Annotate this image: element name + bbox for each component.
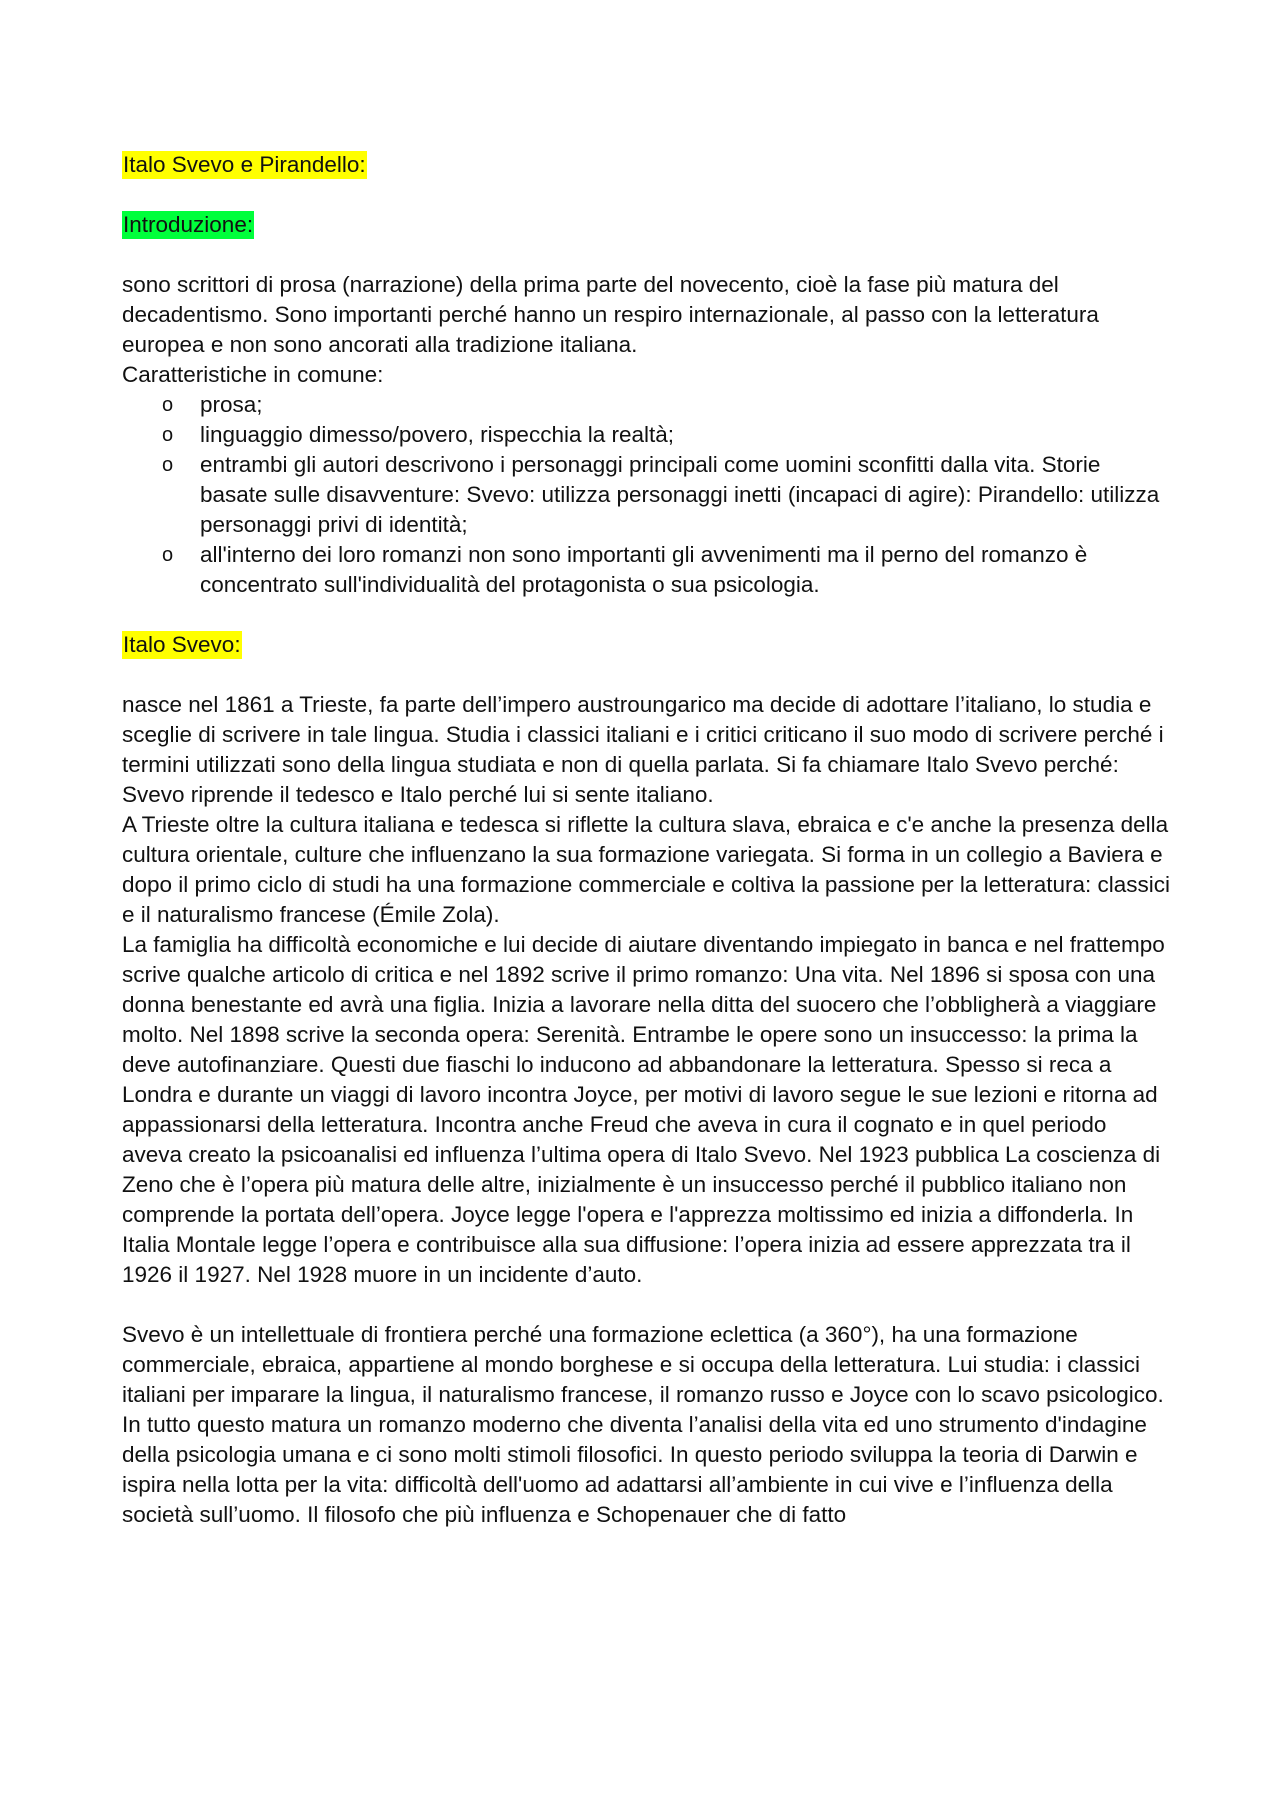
svevo-paragraph-career: La famiglia ha difficoltà economiche e lui decide di aiutare diventando impiegato in banca e nel frattempo scrive qualche articolo di critica e nel 1892 scrive il primo romanzo: Una vita. Nel 1896 si sposa con una donna benestante ed avrà una figlia. Inizia a lavorare nella ditta del suocero che l’obbligherà a viaggiare molto. Nel 1898 scrive la seconda opera: Serenità. Entrambe le opere sono un insuccesso: la prima la deve autofinanziare. Questi due fiaschi lo inducono ad abbandonare la letteratura. Spesso si reca a Londra e durante un viaggi di lavoro incontra Joyce, per motivi di lavoro segue le sue lezioni e ritorna ad appassionarsi della letteratura. Incontra anche Freud che aveva in cura il cognato e in quel periodo aveva creato la psicoanalisi ed influenza l’ultima opera di Italo Svevo. Nel 1923 pubblica La coscienza di Zeno che è l’opera più matura delle altre, inizialmente è un insuccesso perché il pubblico italiano non comprende la portata dell’opera. Joyce legge l'opera e l'apprezza moltissimo ed inizia a diffonderla. In Italia Montale legge l’opera e contribuisce alla sua diffusione: l’opera inizia ad essere apprezzata tra il 1926 il 1927. Nel 1928 muore in un incidente d’auto. <box>122 932 1165 1287</box>
svevo-heading <box>122 630 1172 660</box>
bullet-marker: o <box>162 544 174 566</box>
intro-heading <box>122 210 1172 240</box>
intro-paragraph: sono scrittori di prosa (narrazione) della prima parte del novecento, cioè la fase più matura del decadentismo. Sono importanti perché hanno un respiro internazionale, al passo con la letteratura europea e non sono ancorati alla tradizione italiana. <box>122 272 1099 357</box>
document-page <box>122 150 1172 1530</box>
list-item-text: all'interno dei loro romanzi non sono importanti gli avvenimenti ma il perno del romanzo è concentrato sull'individualità del protagonista o sua psicologia. <box>200 542 1088 597</box>
bullet-marker: o <box>162 454 174 476</box>
list-item-text: prosa; <box>200 392 263 417</box>
list-item <box>122 420 1172 450</box>
list-item-text: entrambi gli autori descrivono i personaggi principali come uomini sconfitti dalla vita. Storie basate sulle disavventure: Svevo: utilizza personaggi inetti (incapaci di agire): Pirandello: utilizza personaggi privi di identità; <box>200 452 1160 537</box>
list-item <box>122 450 1172 540</box>
svevo-paragraph-birth: nasce nel 1861 a Trieste, fa parte dell’impero austroungarico ma decide di adottare l’italiano, lo studia e sceglie di scrivere in tale lingua. Studia i classici italiani e i critici criticano il suo modo di scrivere perché i termini utilizzati sono della lingua studiata e non di quella parlata. Si fa chiamare Italo Svevo perché: Svevo riprende il tedesco e Italo perché lui si sente italiano. <box>122 692 1164 807</box>
svevo-heading-highlight: Italo Svevo: <box>123 632 241 657</box>
intro-heading-highlight: Introduzione: <box>123 212 254 237</box>
list-item-text: linguaggio dimesso/povero, rispecchia la realtà; <box>200 422 675 447</box>
common-features-label: Caratteristiche in comune: <box>122 362 384 387</box>
svevo-paragraph-frontier: Svevo è un intellettuale di frontiera perché una formazione eclettica (a 360°), ha una formazione commerciale, ebraica, appartiene al mondo borghese e si occupa della letteratura. Lui studia: i classici italiani per imparare la lingua, il naturalismo francese, il romanzo russo e Joyce con lo scavo psicologico. In tutto questo matura un romanzo moderno che diventa l’analisi della vita ed uno strumento d'indagine della psicologia umana e ci sono molti stimoli filosofici. In questo periodo sviluppa la teoria di Darwin e ispira nella lotta per la vita: difficoltà dell'uomo ad adattarsi all’ambiente in cui vive e l’influenza della società sull’uomo. Il filosofo che più influenza e Schopenauer che di fatto <box>122 1322 1164 1527</box>
svevo-paragraph-trieste: A Trieste oltre la cultura italiana e tedesca si riflette la cultura slava, ebraica e c'e anche la presenza della cultura orientale, culture che influenzano la sua formazione variegata. Si forma in un collegio a Baviera e dopo il primo ciclo di studi ha una formazione commerciale e coltiva la passione per la letteratura: classici e il naturalismo francese (Émile Zola). <box>122 812 1170 927</box>
title-highlight: Italo Svevo e Pirandello: <box>123 152 366 177</box>
bullet-marker: o <box>162 394 174 416</box>
common-features-list <box>122 390 1172 600</box>
list-item <box>122 540 1172 600</box>
document-title <box>122 150 1172 180</box>
list-item <box>122 390 1172 420</box>
bullet-marker: o <box>162 424 174 446</box>
